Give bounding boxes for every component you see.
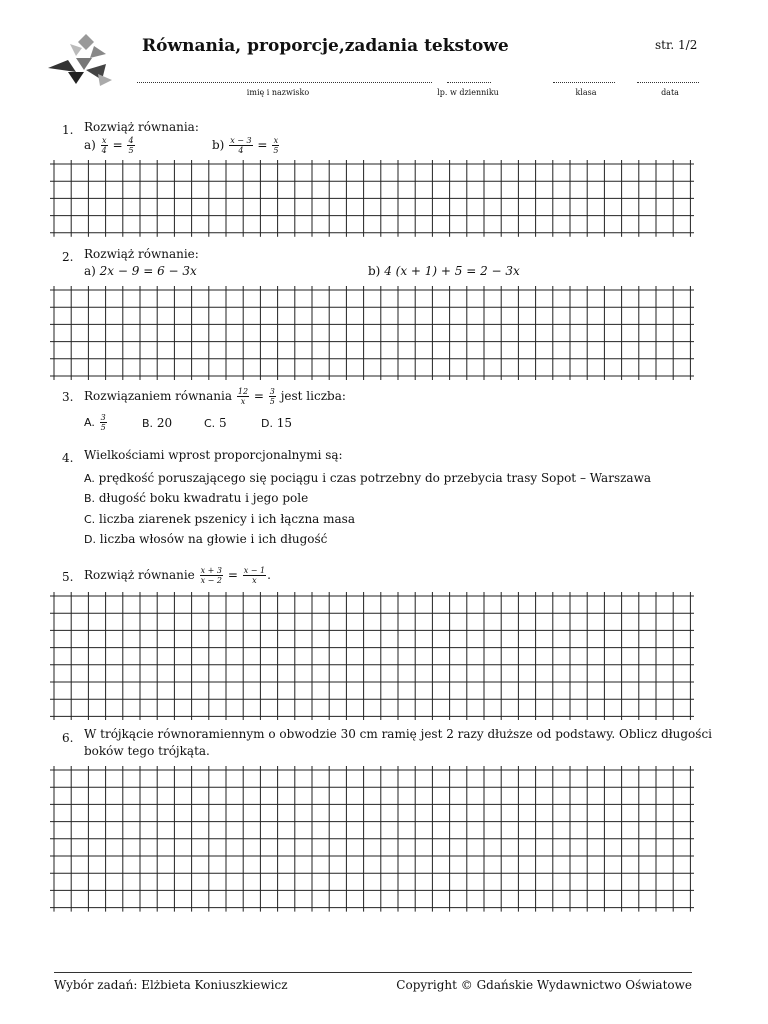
option-label: a)	[84, 138, 96, 152]
option-label: b)	[212, 138, 225, 152]
fraction: $\frac{x - 3}{4}$	[230, 136, 252, 155]
answer-option-a[interactable]	[84, 413, 108, 432]
question-2a	[84, 264, 197, 278]
question-text	[84, 566, 271, 585]
equals-sign: =	[253, 389, 264, 403]
option-label: b)	[368, 264, 381, 278]
name-field-line[interactable]	[137, 72, 432, 83]
answer-option-c[interactable]	[204, 416, 227, 430]
fraction: $\frac{3}{5}$	[100, 413, 106, 432]
option-label: A.	[84, 472, 95, 485]
option-text: liczba włosów na głowie i ich długość	[99, 532, 328, 546]
question-number: 2.	[62, 250, 74, 264]
text: Rozwiązaniem równania	[84, 389, 233, 403]
option-label: C.	[84, 513, 96, 526]
question-text: boków tego trójkąta.	[84, 744, 210, 758]
question-text	[84, 387, 346, 406]
option-value: 15	[276, 416, 293, 430]
date-field-label: data	[661, 88, 679, 97]
question-2b	[368, 264, 520, 278]
question-number: 5.	[62, 570, 74, 584]
fraction: $\frac{4}{5}$	[128, 136, 134, 155]
page-title: Równania, proporcje,zadania tekstowe	[142, 36, 509, 56]
text: Rozwiąż równanie	[84, 568, 195, 582]
name-field-label: imię i nazwisko	[246, 88, 310, 97]
answer-option-d[interactable]	[261, 416, 292, 430]
journal-number-line[interactable]	[447, 72, 491, 83]
class-field-label: klasa	[575, 88, 597, 97]
question-number: 3.	[62, 390, 74, 404]
answer-grid[interactable]	[50, 592, 694, 720]
footer-divider	[54, 972, 692, 973]
fraction: $\frac{x + 3}{x - 2}$	[200, 566, 222, 585]
option-label: D.	[261, 417, 273, 430]
option-label: a)	[84, 264, 96, 278]
equals-sign: =	[112, 138, 123, 152]
fraction: $\frac{12}{x}$	[237, 387, 249, 406]
equation: 4 (x + 1) + 5 = 2 − 3x	[384, 264, 520, 278]
answer-grid[interactable]	[50, 286, 694, 380]
question-text: Wielkościami wprost proporcjonalnymi są:	[84, 448, 343, 462]
answer-grid[interactable]	[50, 766, 694, 912]
option-text: liczba ziarenek pszenicy i ich łączna masa	[99, 512, 355, 526]
text: .	[267, 568, 271, 582]
page-number: str. 1/2	[655, 38, 698, 52]
option-label: B.	[84, 492, 96, 505]
answer-option-d[interactable]	[84, 532, 327, 546]
fraction: $\frac{x}{5}$	[273, 136, 279, 155]
option-label: D.	[84, 533, 96, 546]
question-text: W trójkącie równoramiennym o obwodzie 30 cm ramię jest 2 razy dłuższe od podstawy. Oblicz długości	[84, 727, 712, 741]
option-text: długość boku kwadratu i jego pole	[98, 491, 309, 505]
answer-option-a[interactable]	[84, 471, 651, 485]
question-number: 6.	[62, 731, 74, 745]
footer-copyright: Copyright © Gdańskie Wydawnictwo Oświatowe	[396, 978, 692, 992]
journal-number-label: lp. w dzienniku	[437, 88, 499, 97]
answer-grid[interactable]	[50, 160, 694, 237]
question-text: Rozwiąż równania:	[84, 120, 199, 134]
text: jest liczba:	[280, 389, 346, 403]
question-number: 4.	[62, 451, 74, 465]
class-field-line[interactable]	[553, 72, 615, 83]
fraction: $\frac{x - 1}{x}$	[243, 566, 266, 585]
fraction: $\frac{x}{4}$	[101, 136, 107, 155]
date-field-line[interactable]	[637, 72, 699, 83]
option-text: prędkość poruszającego się pociągu i czas potrzebny do przebycia trasy Sopot – Warszawa	[98, 471, 652, 485]
footer-author: Wybór zadań: Elżbieta Koniuszkiewicz	[54, 978, 288, 992]
option-label: B.	[142, 417, 154, 430]
option-value: 20	[156, 416, 173, 430]
option-label: C.	[204, 417, 216, 430]
answer-option-c[interactable]	[84, 512, 355, 526]
equals-sign: =	[227, 568, 238, 582]
question-text: Rozwiąż równanie:	[84, 247, 199, 261]
question-1b	[212, 136, 280, 155]
equation: 2x − 9 = 6 − 3x	[99, 264, 197, 278]
fraction: $\frac{3}{5}$	[269, 387, 275, 406]
question-number: 1.	[62, 123, 74, 137]
option-label: A.	[84, 416, 95, 429]
answer-option-b[interactable]	[84, 491, 308, 505]
question-1a	[84, 136, 136, 155]
answer-option-b[interactable]	[142, 416, 172, 430]
option-value: 5	[219, 416, 227, 430]
equals-sign: =	[257, 138, 268, 152]
publisher-logo	[48, 34, 114, 88]
